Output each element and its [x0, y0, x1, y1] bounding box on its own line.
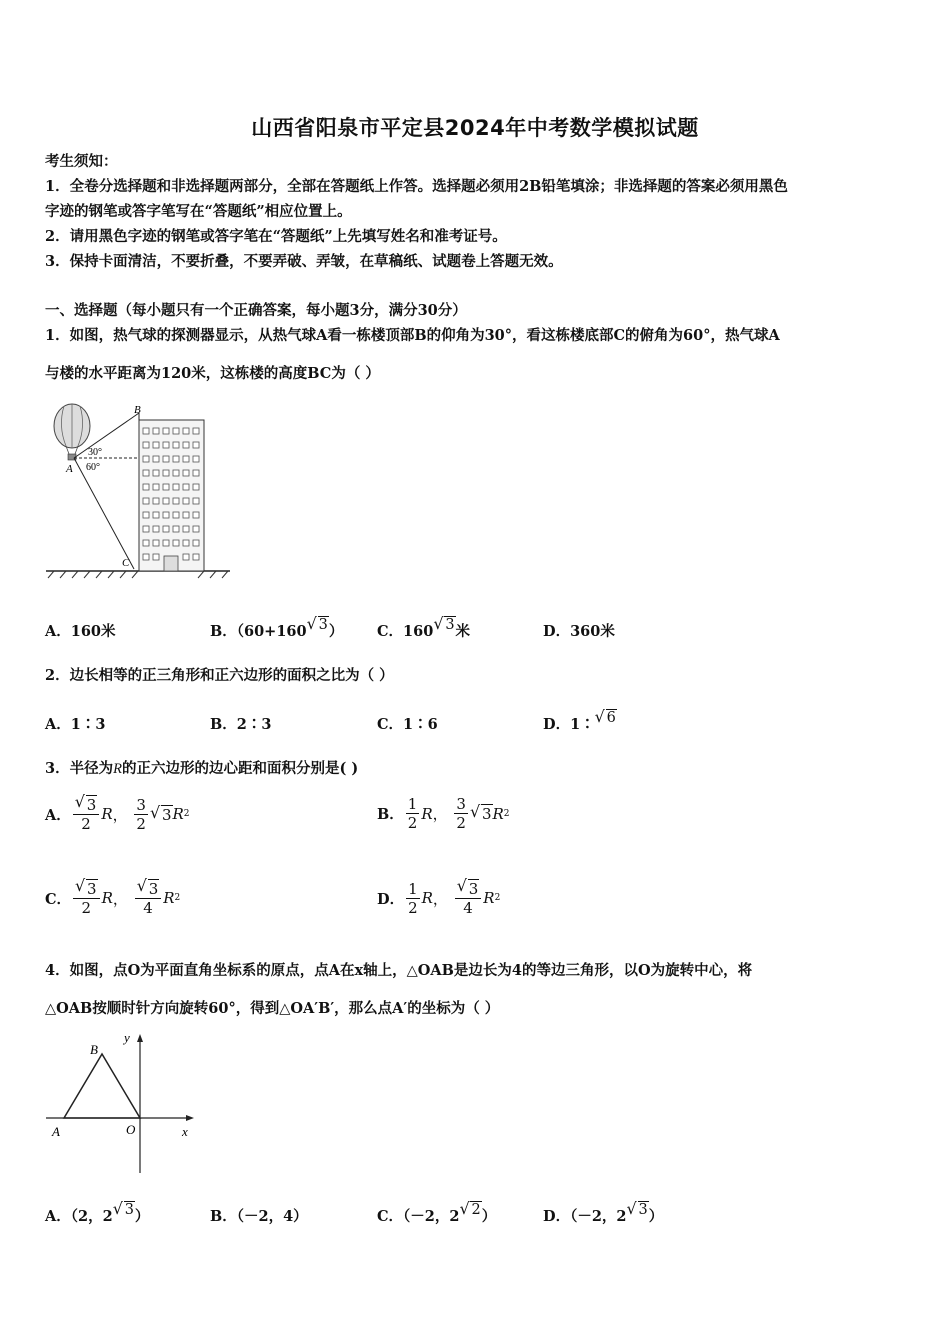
- notice-line-1b: 字迹的钢笔或答字笔写在“答题纸”相应位置上。: [45, 203, 352, 220]
- q1-stem-line-2: 与楼的水平距离为120米，这栋楼的高度BC为（ ）: [45, 365, 380, 382]
- q2-option-a[interactable]: A．1∶3: [45, 716, 106, 733]
- notice-line-3: 3．保持卡面清洁，不要折叠，不要弄破、弄皱，在草稿纸、试题卷上答题无效。: [45, 253, 563, 270]
- q1-option-d[interactable]: D．360米: [543, 623, 615, 640]
- label-y: y: [124, 1030, 130, 1045]
- y-axis-arrow: [137, 1034, 143, 1042]
- q1-option-a[interactable]: A．160米: [45, 623, 116, 640]
- notice-heading: 考生须知：: [45, 153, 118, 170]
- q4-option-b[interactable]: B．（－2，4）: [210, 1208, 308, 1225]
- notice-line-1a: 1．全卷分选择题和非选择题两部分，全部在答题纸上作答。选择题必须用2B铅笔填涂；非选择题的答案必须用黑色: [45, 178, 788, 195]
- x-axis-arrow: [186, 1115, 194, 1121]
- label-o: O: [126, 1122, 136, 1137]
- q4-figure-triangle-axes: [44, 1028, 199, 1176]
- q3-option-a[interactable]: A． √ $\frac{3}{2}$ R ， $\frac{3}{2}$ √ 3 R 2: [45, 795, 190, 833]
- q4-option-a[interactable]: A．（2，2√ 3）: [45, 1205, 149, 1226]
- q2-stem: 2．边长相等的正三角形和正六边形的面积之比为（ ）: [45, 667, 394, 684]
- triangle-oab: [64, 1054, 140, 1118]
- label-c: C: [122, 557, 130, 569]
- q4-stem-line-2: △OAB按顺时针方向旋转60°，得到△OA′B′，那么点A′的坐标为（ ）: [45, 1000, 500, 1017]
- building-door: [164, 556, 178, 571]
- q2-option-c[interactable]: C．1∶6: [377, 716, 438, 733]
- q1-option-b[interactable]: B．（60+160√ 3）: [210, 620, 343, 641]
- notice-line-2: 2．请用黑色字迹的钢笔或答字笔在“答题纸”上先填写姓名和准考证号。: [45, 228, 507, 245]
- q4-option-d[interactable]: D．（－2，2√ 3）: [543, 1205, 663, 1226]
- q3-option-b[interactable]: B． $\frac{1}{2}$ R ， $\frac{3}{2}$ √ 3 R 2: [377, 795, 510, 832]
- q1-figure-balloon-building: [44, 398, 234, 583]
- label-angle-60: 60°: [86, 462, 100, 473]
- section-heading: 一、选择题（每小题只有一个正确答案，每小题3分，满分30分）: [45, 302, 467, 319]
- label-b: B: [90, 1042, 98, 1057]
- q4-stem-line-1: 4．如图，点O为平面直角坐标系的原点，点A在x轴上，△OAB是边长为4的等边三角形，以O为旋转中心，将: [45, 962, 753, 979]
- ground-hatching: [48, 571, 228, 578]
- label-angle-30: 30°: [88, 447, 102, 458]
- q4-option-c[interactable]: C．（－2，2√ 2）: [377, 1205, 496, 1226]
- page-title: 山西省阳泉市平定县2024年中考数学模拟试题: [251, 116, 699, 140]
- q1-stem-line-1: 1．如图，热气球的探测器显示，从热气球A看一栋楼顶部B的仰角为30°，看这栋楼底部C的俯角为60°，热气球A: [45, 327, 780, 344]
- q3-option-c[interactable]: C． √ $\frac{3}{2}$ R ， √ $\frac{3}{4}$ R 2: [45, 879, 180, 917]
- q2-option-b[interactable]: B．2∶3: [210, 716, 272, 733]
- label-a: A: [52, 1124, 60, 1139]
- label-a: A: [66, 463, 73, 475]
- q2-option-d[interactable]: D．1∶√ 6: [543, 713, 617, 734]
- q1-option-c[interactable]: C．160√ 3米: [377, 620, 470, 641]
- q3-option-d[interactable]: D． $\frac{1}{2}$ R ， √ $\frac{3}{4}$ R 2: [377, 879, 500, 917]
- sight-line-to-c: [74, 458, 134, 569]
- label-b: B: [134, 404, 141, 416]
- q3-stem: 3．半径为R的正六边形的边心距和面积分别是( ): [45, 760, 359, 777]
- label-x: x: [182, 1124, 188, 1139]
